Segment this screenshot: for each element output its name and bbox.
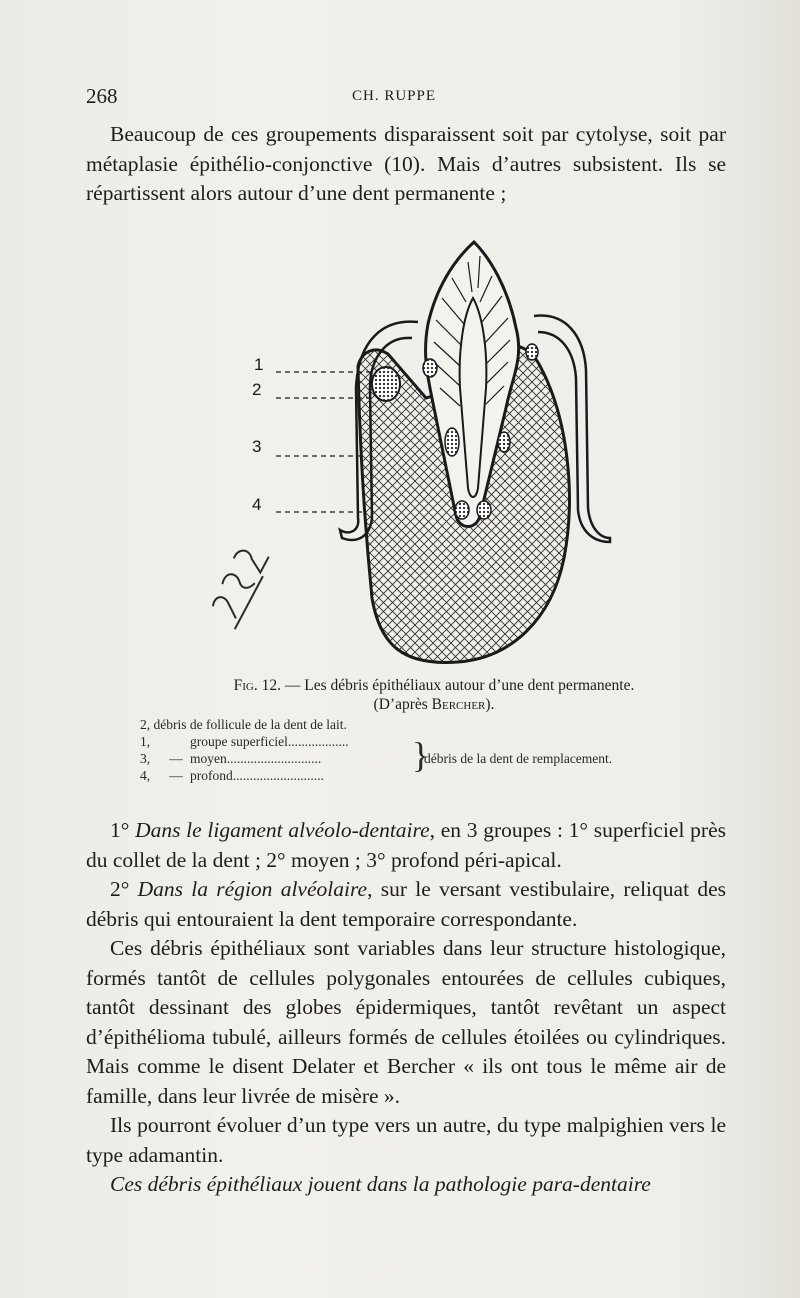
body-paragraph (86, 934, 726, 1111)
caption-text: — Les débris épithéliaux autour d’une dent permanente. (284, 677, 635, 694)
figure-caption (164, 676, 704, 714)
debris-2 (372, 367, 400, 401)
text-run: , en 3 groupes : 1° superficiel près du collet de la dent ; 2° moyen ; 3° profond péri-apical. (86, 818, 726, 872)
body-paragraph (86, 875, 726, 934)
body-paragraph (86, 816, 726, 875)
body-paragraph (86, 1170, 726, 1200)
figure-label-1: 1 (254, 355, 264, 374)
debris-1-right (526, 344, 538, 360)
debris-4-right (477, 501, 491, 519)
debris-3-right (498, 432, 510, 452)
legend-num: 1, (140, 734, 151, 749)
legend-item-2-text: 2, débris de follicule de la dent de lait. (140, 717, 347, 732)
text-run: 2° (110, 877, 138, 901)
text-run: Ces débris épithéliaux sont variables dans leur structure histologique, formés tantôt de cellules polygonales entourées de cellules cubiques, tantôt dessinant des globes épidermiques, tantôt revêtant un aspect d’épithélioma tubulé, ailleurs formés de cellules étoilées ou cylindriques. Mais comme le disent Delater et Bercher « ils ont tous le même air de famille, dans leur livrée de misère ». (86, 936, 726, 1108)
handwritten-note (205, 542, 273, 629)
caption-source: (D’après (373, 696, 432, 713)
debris-4-left (455, 501, 469, 519)
figure-legend (140, 716, 700, 784)
running-title: CH. RUPPE (352, 88, 437, 104)
legend-dash: — (169, 768, 183, 783)
debris-3-left (445, 428, 459, 456)
figure-label-3: 3 (252, 437, 262, 456)
legend-item-2 (140, 716, 700, 733)
text-run: , sur le versant vestibulaire, reliquat des débris qui entouraient la dent temporaire correspondante. (86, 877, 726, 931)
figure-label-2: 2 (252, 380, 262, 399)
text-run: Ils pourront évoluer d’un type vers un autre, du type malpighien vers le type adamantin. (86, 1113, 726, 1167)
text-run: 1° (110, 818, 136, 842)
page-number: 268 (86, 84, 118, 108)
italic-run: Dans la région alvéolaire (137, 877, 368, 901)
intro-paragraph: Beaucoup de ces groupements disparaissent soit par cytolyse, soit par métaplasie épithélio-conjonctive (10). Mais d’autres subsistent. Ils se répartissent alors autour d’une dent permanente ; (86, 122, 726, 205)
legend-dash (162, 733, 190, 750)
legend-label: profond........................... (190, 768, 324, 783)
body-text (86, 816, 726, 1200)
tooth-diagram (190, 238, 630, 668)
legend-num: 3, (140, 751, 151, 766)
legend-label: moyen............................ (190, 751, 322, 766)
page-header (86, 84, 726, 114)
body-paragraph (86, 1111, 726, 1170)
legend-group-label: débris de la dent de remplacement. (424, 751, 613, 766)
figure-label-4: 4 (252, 495, 262, 514)
legend-brace: } (412, 735, 430, 775)
debris-1-left (423, 359, 437, 377)
legend-dash: — (169, 751, 183, 766)
italic-run: Ces débris épithéliaux jouent dans la pathologie para-dentaire (110, 1172, 651, 1196)
caption-source-end: ). (485, 696, 495, 713)
caption-prefix: Fig. 12. (233, 677, 281, 694)
legend-num: 4, (140, 768, 151, 783)
italic-run: Dans le ligament alvéolo-dentaire (135, 818, 430, 842)
legend-label: groupe superficiel.................. (190, 734, 349, 749)
caption-author: Bercher (431, 696, 486, 713)
